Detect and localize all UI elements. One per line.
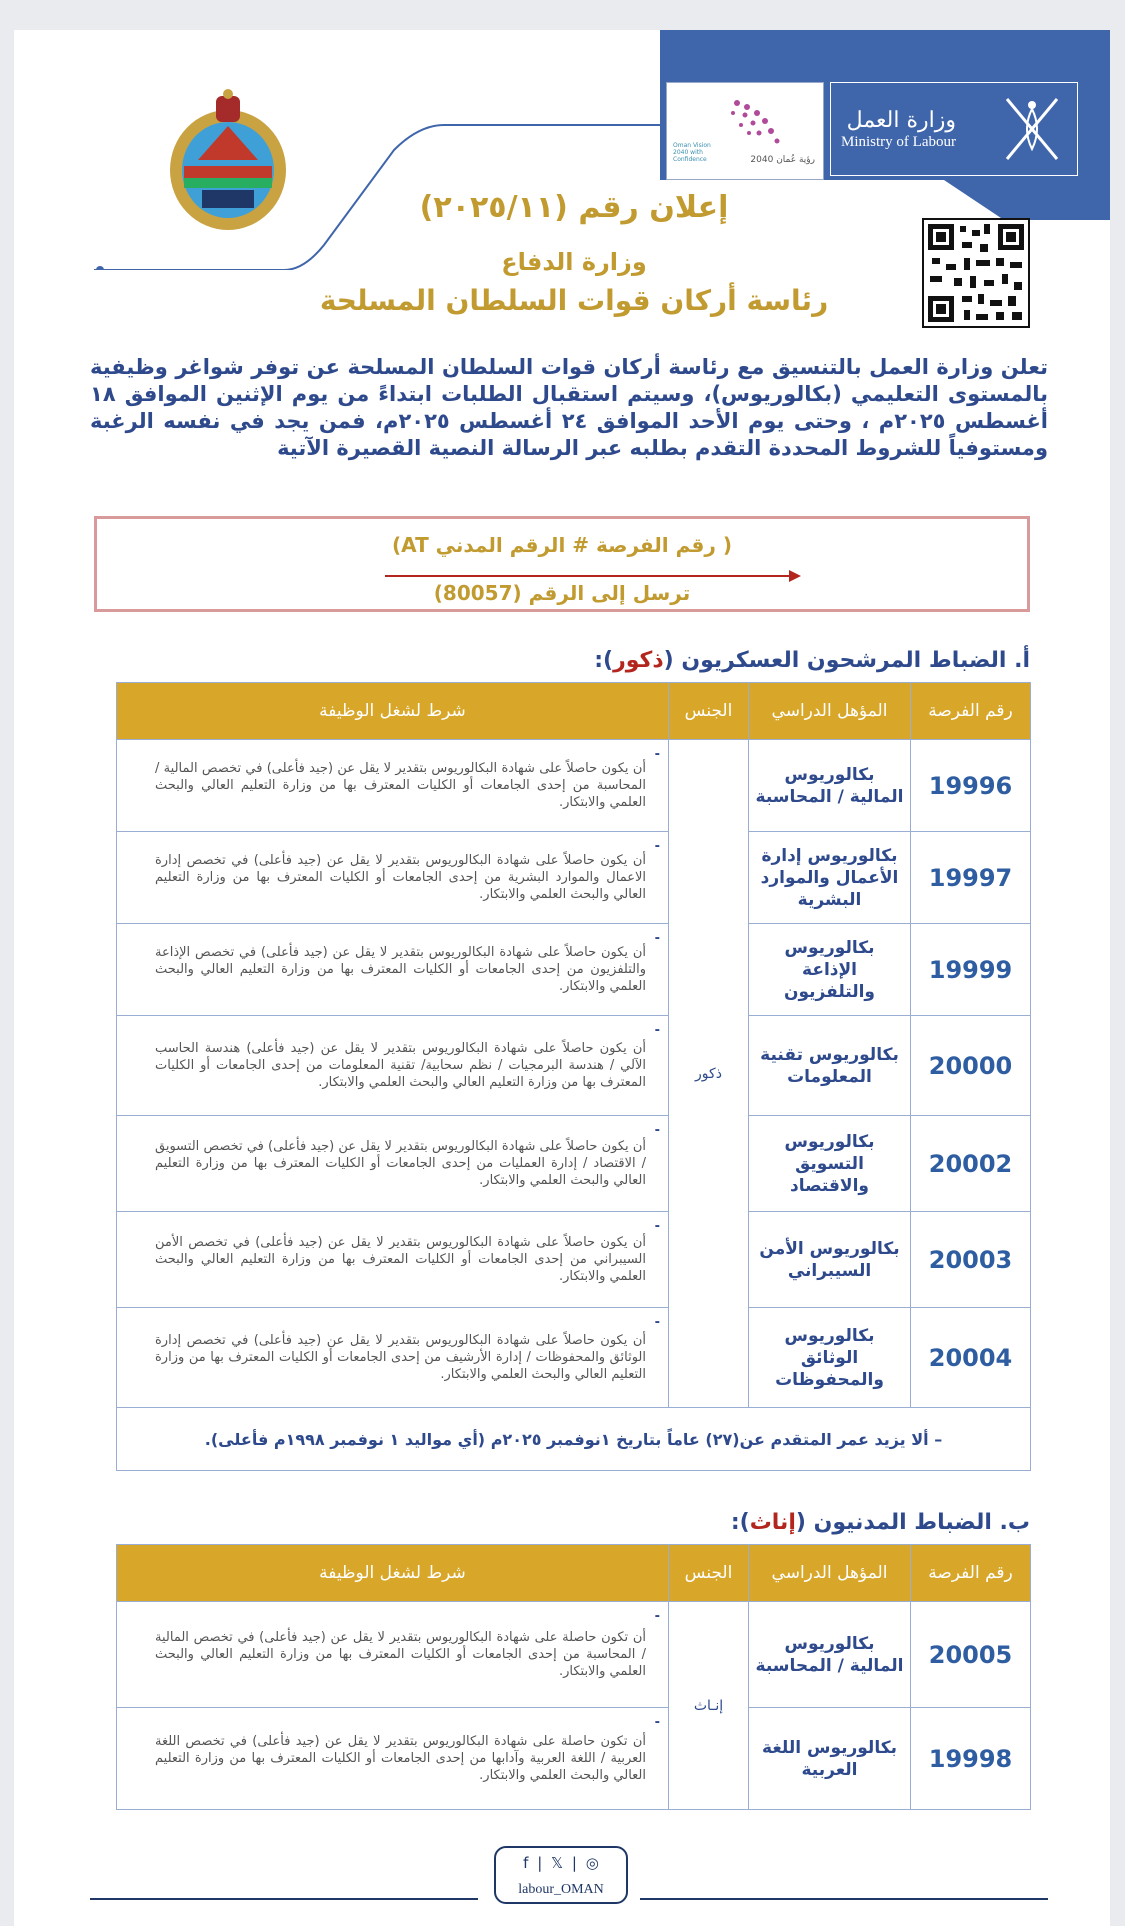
- qualification: بكالوريوس التسويق والاقتصاد: [749, 1116, 911, 1212]
- vision-swirl-icon: [667, 83, 825, 181]
- qualification: بكالوريوس إدارة الأعمال والموارد البشرية: [749, 832, 911, 924]
- announcement-page: [14, 30, 1110, 1926]
- intro-paragraph: تعلن وزارة العمل بالتنسيق مع رئاسة أركان قوات السلطان المسلحة عن توفر شواغر وظيفية بالمستوى التعليمي (بكالوريوس)، وسيتم استقبال الطلبات ابتداءً من يوم الإثنين الموافق ١٨ أغسطس ٢٠٢٥م ، وحتى يوم الأحد الموافق ٢٤ أغسطس ٢٠٢٥م، فمن يجد في نفسه الرغبة ومستوفياً للشروط المحددة التقدم بطلبه عبر الرسالة النصية القصيرة الآتية: [90, 355, 1048, 460]
- opportunity-number: 19998: [911, 1708, 1031, 1810]
- qualification: بكالوريوس تقنية المعلومات: [749, 1016, 911, 1116]
- col-header-gender: الجنس: [669, 683, 749, 740]
- col-header-condition: شرط لشغل الوظيفة: [117, 683, 669, 740]
- gender-cell: ذكور: [669, 740, 749, 1408]
- condition: - أن يكون حاصلاً على شهادة البكالوريوس بتقدير لا يقل عن (جيد فأعلى) في تخصص إدارة الوثائق والمحفوظات / إدارة الأرشيف من إحدى الجامعات أو الكليات المعترف بها من وزارة التعليم العالي والبحث العلمي والابتكار.: [117, 1308, 669, 1408]
- qualification: بكالوريوس الوثائق والمحفوظات: [749, 1308, 911, 1408]
- table-row: [117, 924, 1031, 1016]
- sms-format: ( رقم الفرصة # الرقم المدني AT): [392, 533, 732, 557]
- condition: - أن يكون حاصلاً على شهادة البكالوريوس بتقدير لا يقل عن (جيد فأعلى) في تخصص المالية / المحاسبة من إحدى الجامعات أو الكليات المعترف بها من وزارة التعليم العالي والبحث العلمي والابتكار.: [117, 740, 669, 832]
- table-section-a: [116, 682, 1031, 1471]
- qr-code[interactable]: [922, 218, 1030, 328]
- ministry-name-en: Ministry of Labour: [841, 133, 956, 150]
- armed-forces-emblem-icon: [162, 86, 294, 236]
- section-a-gender-highlight: ذكور: [613, 648, 664, 673]
- condition: - أن تكون حاصلة على شهادة البكالوريوس بتقدير لا يقل عن (جيد فأعلى) في تخصص اللغة العربية / اللغة العربية وآدابها من إحدى الجامعات أو الكليات المعترف بها من وزارة التعليم العالي والبحث العلمي والابتكار.: [117, 1708, 669, 1810]
- table-row: [117, 1016, 1031, 1116]
- table-row: [117, 740, 1031, 832]
- footer-divider: [640, 1898, 1048, 1900]
- col-header-condition: شرط لشغل الوظيفة: [117, 1545, 669, 1602]
- announcement-title: إعلان رقم (٢٠٢٥/١١): [419, 190, 729, 225]
- sms-instruction-box: [94, 516, 1030, 612]
- col-header-qual: المؤهل الدراسي: [749, 1545, 911, 1602]
- opportunity-number: 20005: [911, 1602, 1031, 1708]
- col-header-id: رقم الفرصة: [911, 1545, 1031, 1602]
- gender-cell: إنـاث: [669, 1602, 749, 1810]
- opportunity-number: 20003: [911, 1212, 1031, 1308]
- qualification: بكالوريوس الأمن السيبراني: [749, 1212, 911, 1308]
- ministry-name-ar: وزارة العمل: [846, 107, 956, 133]
- oman-vision-logo: [666, 82, 824, 180]
- opportunity-number: 19996: [911, 740, 1031, 832]
- condition: - أن يكون حاصلاً على شهادة البكالوريوس بتقدير لا يقل عن (جيد فأعلى) هندسة الحاسب الآلي / هندسة البرمجيات / نظم سحابية/ تقنية المعلومات من إحدى الجامعات أو الكليات المعترف بها من وزارة التعليم العالي والبحث العلمي والابتكار.: [117, 1016, 669, 1116]
- qualification: بكالوريوس الإذاعة والتلفزيون: [749, 924, 911, 1016]
- age-requirement-note: – ألا يزيد عمر المتقدم عن(٢٧) عاماً بتاريخ ١نوفمبر ٢٠٢٥م (أي مواليد ١ نوفمبر ١٩٩٨م فأعلى).: [117, 1408, 1031, 1471]
- organization-subname: رئاسة أركان قوات السلطان المسلحة: [319, 284, 829, 317]
- opportunity-number: 20004: [911, 1308, 1031, 1408]
- social-handle: labour_OMAN: [518, 1882, 604, 1897]
- x-icon[interactable]: 𝕏: [551, 1854, 564, 1872]
- vision-label: رؤية عُمان 2040: [750, 155, 815, 165]
- khanjar-emblem-icon: [997, 89, 1067, 169]
- condition: - أن يكون حاصلاً على شهادة البكالوريوس بتقدير لا يقل عن (جيد فأعلى) في تخصص إدارة الاعمال والموارد البشرية من إحدى الجامعات أو الكليات المعترف بها من وزارة التعليم العالي والبحث العلمي والابتكار.: [117, 832, 669, 924]
- table-row: [117, 1308, 1031, 1408]
- qualification: بكالوريوس المالية / المحاسبة: [749, 740, 911, 832]
- table-row: [117, 1602, 1031, 1708]
- table-section-b: [116, 1544, 1031, 1810]
- table-row: [117, 1116, 1031, 1212]
- table-row: [117, 1708, 1031, 1810]
- opportunity-number: 19997: [911, 832, 1031, 924]
- table-row: [117, 1212, 1031, 1308]
- facebook-icon[interactable]: f: [523, 1854, 529, 1872]
- social-media-box[interactable]: f | 𝕏 | ◎ labour_OMAN: [494, 1846, 628, 1904]
- section-b-title: ب. الضباط المدنيون (إناث):: [730, 1510, 1030, 1535]
- qualification: بكالوريوس المالية / المحاسبة: [749, 1602, 911, 1708]
- condition: - أن يكون حاصلاً على شهادة البكالوريوس بتقدير لا يقل عن (جيد فأعلى) في تخصص الأمن السيبراني من إحدى الجامعات أو الكليات المعترف بها من وزارة التعليم العالي والبحث العلمي والابتكار.: [117, 1212, 669, 1308]
- condition: - أن يكون حاصلاً على شهادة البكالوريوس بتقدير لا يقل عن (جيد فأعلى) في تخصص الإذاعة والتلفزيون من إحدى الجامعات أو الكليات المعترف بها من وزارة التعليم العالي والبحث العلمي والابتكار.: [117, 924, 669, 1016]
- col-header-qual: المؤهل الدراسي: [749, 683, 911, 740]
- organization-name: وزارة الدفاع: [501, 248, 647, 276]
- section-b-gender-highlight: إناث: [749, 1510, 796, 1535]
- opportunity-number: 20002: [911, 1116, 1031, 1212]
- table-row: [117, 1408, 1031, 1471]
- condition: - أن تكون حاصلة على شهادة البكالوريوس بتقدير لا يقل عن (جيد فأعلى) في تخصص المالية / المحاسبة من إحدى الجامعات أو الكليات المعترف بها من وزارة التعليم العالي والبحث العلمي والابتكار.: [117, 1602, 669, 1708]
- col-header-gender: الجنس: [669, 1545, 749, 1602]
- ministry-logo: [830, 82, 1078, 176]
- instagram-icon[interactable]: ◎: [585, 1854, 599, 1872]
- table-row: [117, 832, 1031, 924]
- col-header-id: رقم الفرصة: [911, 683, 1031, 740]
- opportunity-number: 20000: [911, 1016, 1031, 1116]
- section-a-title: أ. الضباط المرشحون العسكريون (ذكور):: [594, 648, 1030, 673]
- vision-sub: Oman Vision 2040 with Confidence: [673, 142, 711, 163]
- sms-number: ترسل إلى الرقم (80057): [433, 581, 691, 605]
- opportunity-number: 19999: [911, 924, 1031, 1016]
- qualification: بكالوريوس اللغة العربية: [749, 1708, 911, 1810]
- condition: - أن يكون حاصلاً على شهادة البكالوريوس بتقدير لا يقل عن (جيد فأعلى) في تخصص التسويق / الاقتصاد / إدارة العمليات من إحدى الجامعات أو الكليات المعترف بها من وزارة التعليم العالي والبحث العلمي والابتكار.: [117, 1116, 669, 1212]
- footer-divider: [90, 1898, 478, 1900]
